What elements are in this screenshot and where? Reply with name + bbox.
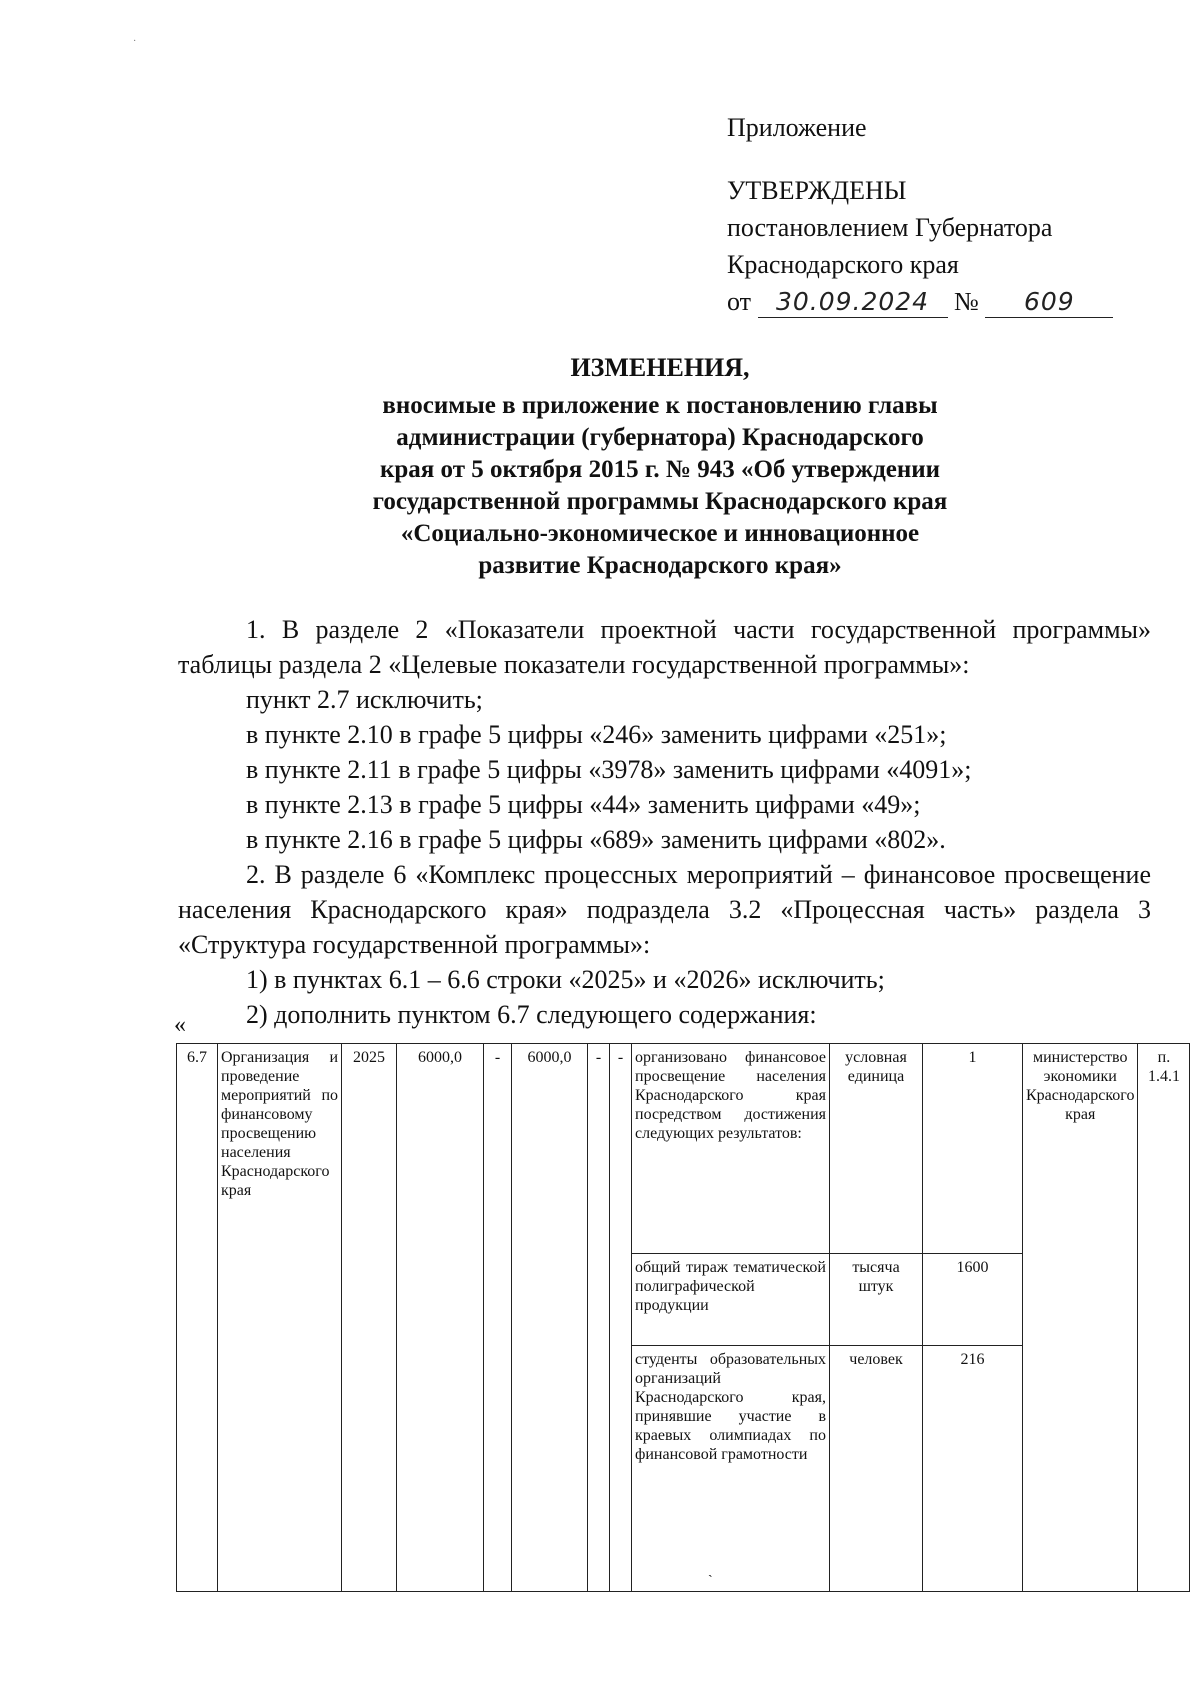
appendix-label: Приложение [727, 113, 867, 142]
cell-result-text: студенты образовательных организаций Краснодарского края, принявшие участие в краевых олимпиадах по финансовой грамотности [632, 1346, 830, 1592]
handwritten-number: 609 [985, 287, 1113, 318]
cell-result-text: организовано финансовое просвещение населения Краснодарского края посредством достижения следующих результатов: [632, 1044, 830, 1254]
paragraph-1-item: пункт 2.7 исключить; [246, 685, 483, 714]
paragraph-2-item: 1) в пунктах 6.1 – 6.6 строки «2025» и «2026» исключить; [246, 965, 885, 994]
cell-reference: п. 1.4.1 [1138, 1044, 1190, 1592]
approved-by-line2: Краснодарского края [727, 250, 959, 279]
paragraph-1-item: в пункте 2.13 в графе 5 цифры «44» заменить цифрами «49»; [246, 790, 921, 819]
title-line: «Социально-экономическое и инновационное [400, 520, 920, 547]
cell-other: - [610, 1044, 632, 1592]
paragraph-1-item: в пункте 2.10 в графе 5 цифры «246» заменить цифрами «251»; [246, 720, 947, 749]
paragraph-2-item: 2) дополнить пунктом 6.7 следующего содержания: [246, 1000, 817, 1029]
quote-open: « [174, 1012, 186, 1038]
table-row [177, 1044, 1190, 1254]
title-line: вносимые в приложение к постановлению главы [382, 392, 938, 419]
date-number-line [727, 283, 1113, 320]
cell-local: - [588, 1044, 610, 1592]
cell-activity-name: Организация и проведение мероприятий по финансовому просвещению населения Краснодарского края [218, 1044, 342, 1592]
approved-by-line1: постановлением Губернатора [727, 213, 1053, 242]
paragraph-1-item: в пункте 2.16 в графе 5 цифры «689» заменить цифрами «802». [246, 825, 946, 854]
title-line: развитие Краснодарского края» [478, 552, 842, 579]
scan-mark: · [133, 36, 137, 47]
paragraph-1: 1. В разделе 2 «Показатели проектной части государственной программы» таблицы раздела 2 «Целевые показатели государственной программы»: [178, 615, 1151, 679]
cell-number: 6.7 [177, 1044, 218, 1592]
cell-federal: - [484, 1044, 512, 1592]
paragraph-2: 2. В разделе 6 «Комплекс процессных мероприятий – финансовое просвещение населения Краснодарского края» подраздела 3.2 «Процессная часть» раздела 3 «Структура государственной программы»: [178, 860, 1151, 959]
cell-total: 6000,0 [397, 1044, 484, 1592]
cell-result-value: 216 [923, 1346, 1023, 1592]
cell-regional: 6000,0 [512, 1044, 588, 1592]
cell-year: 2025 [342, 1044, 397, 1592]
approval-block [727, 172, 1113, 320]
approved-label: УТВЕРЖДЕНЫ [727, 176, 907, 205]
title-main: ИЗМЕНЕНИЯ, [570, 353, 750, 382]
number-sign: № [954, 287, 979, 316]
title-line: края от 5 октября 2015 г. № 943 «Об утверждении [379, 456, 941, 483]
document-title [180, 352, 1140, 582]
paragraph-1-item: в пункте 2.11 в графе 5 цифры «3978» заменить цифрами «4091»; [246, 755, 972, 784]
handwritten-date: 30.09.2024 [758, 287, 948, 318]
date-prefix: от [727, 287, 752, 316]
amendment-table [176, 1043, 1190, 1592]
document-body [178, 612, 1151, 1032]
cell-result-unit: человек [830, 1346, 923, 1592]
scan-mark: ˎ [708, 1563, 713, 1578]
cell-result-value: 1600 [923, 1254, 1023, 1346]
title-line: государственной программы Краснодарского края [372, 488, 948, 515]
cell-result-unit: условная единица [830, 1044, 923, 1254]
cell-executor: министерство экономики Краснодарского края [1023, 1044, 1138, 1592]
cell-result-value: 1 [923, 1044, 1023, 1254]
cell-result-unit: тысяча штук [830, 1254, 923, 1346]
title-line: администрации (губернатора) Краснодарского [396, 424, 924, 451]
cell-result-text: общий тираж тематической полиграфической продукции [632, 1254, 830, 1346]
